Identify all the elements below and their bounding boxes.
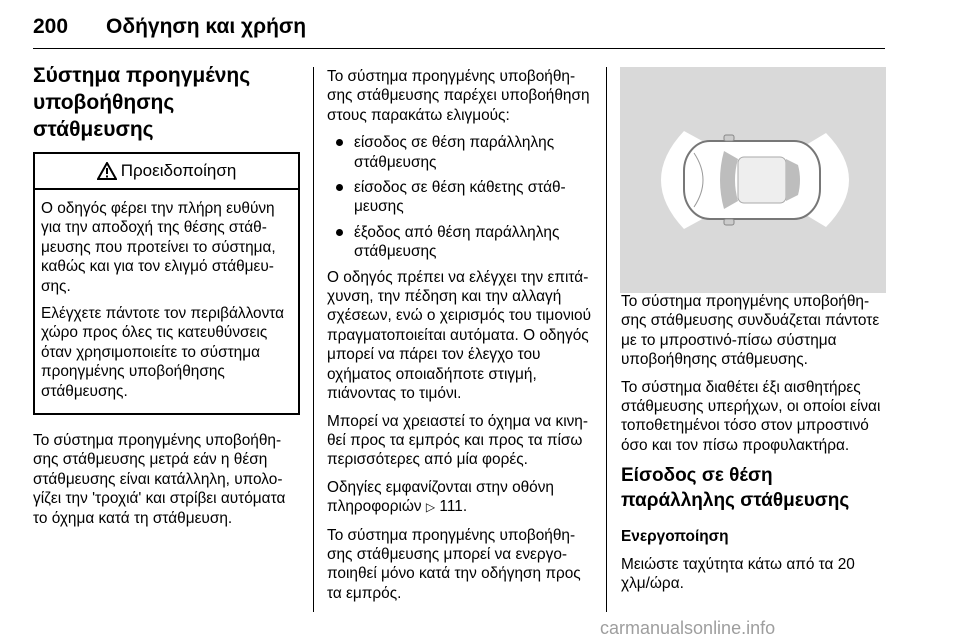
warning-box xyxy=(33,152,300,415)
running-title: Οδήγηση και χρήση xyxy=(106,15,307,38)
body-paragraph: Οδηγίες εμφανίζονται στην οθόνη πληροφοριών ▷ 111. xyxy=(327,478,554,516)
subsection-heading: Είσοδος σε θέση παράλληλης στάθμευσης xyxy=(621,465,850,512)
page-reference-link[interactable]: 111 xyxy=(439,498,463,516)
column-3 xyxy=(621,292,887,601)
warning-body xyxy=(35,190,298,413)
body-paragraph: Το σύστημα διαθέτει έξι αισθητήρες στάθμευσης υπερήχων, οι οποίοι είναι τοποθετημένοι τόσο στον μπροστινό όσο και τον πίσω προφυλακτήρα. xyxy=(621,378,881,454)
column-divider-2 xyxy=(606,67,607,612)
warning-triangle-icon xyxy=(97,162,117,180)
list-item: έξοδος από θέση παράλληλης στάθμευσης xyxy=(327,223,592,262)
page-reference-arrow-icon: ▷ xyxy=(425,500,436,515)
column-divider-1 xyxy=(313,67,314,612)
warning-paragraph: Ελέγχετε πάντοτε τον περιβάλλοντα χώρο προς όλες τις κατευθύνσεις όταν χρησιμοποιείτε το σύστημα προηγμένης υποβοήθησης στάθμευσης. xyxy=(41,305,285,400)
warning-header xyxy=(35,154,298,190)
body-paragraph: Το σύστημα προηγμένης υποβοήθησης στάθμευσης παρέχει υποβοήθηση στους παρακάτω ελιγμούς: xyxy=(327,68,590,124)
sensor-illustration xyxy=(620,67,886,293)
body-paragraph: Ο οδηγός πρέπει να ελέγχει την επιτάχυνση, την πέδηση και την αλλαγή σχέσεων, ενώ ο χειρισμός του τιμονιού πραγματοποιείται αυτόματα. Ο οδηγός μπορεί να πάρει τον έλεγχο του οχήματος οποιαδήποτε στιγμή, πιάνοντας το τιμόνι. xyxy=(327,268,592,403)
body-paragraph: Μειώστε ταχύτητα κάτω από τα 20 χλμ/ώρα. xyxy=(621,555,855,593)
list-item: είσοδος σε θέση κάθετης στάθμευσης xyxy=(327,178,592,217)
body-paragraph: Το σύστημα προηγμένης υποβοήθησης στάθμευσης μπορεί να ενεργοποιηθεί μόνο κατά την οδήγηση προς τα εμπρός. xyxy=(327,526,581,602)
minor-heading: Ενεργοποίηση xyxy=(621,528,729,546)
bullet-icon xyxy=(336,184,343,191)
column-2 xyxy=(327,67,592,611)
car-top-view-icon xyxy=(620,67,886,293)
maneuver-list xyxy=(327,133,592,261)
body-paragraph: Μπορεί να χρειαστεί το όχημα να κινηθεί προς τα εμπρός και προς τα πίσω περισσότερες από μία φορές. xyxy=(327,412,589,469)
bullet-icon xyxy=(336,229,343,236)
body-paragraph: Το σύστημα προηγμένης υποβοήθησης στάθμευσης μετρά εάν η θέση στάθμευσης είναι κατάλληλη, υπολογίζει την 'τροχιά' και στρίβει αυτόματα το όχημα κατά τη στάθμευση. xyxy=(33,432,286,527)
bullet-icon xyxy=(336,139,343,146)
page-number: 200 xyxy=(33,15,69,38)
section-title: Σύστημα προηγμένης υποβοήθησης στάθμευσης xyxy=(33,64,251,141)
page-header xyxy=(0,0,960,46)
header-rule xyxy=(33,48,885,49)
body-paragraph: Το σύστημα προηγμένης υποβοήθησης στάθμευσης συνδυάζεται πάντοτε με το μπροστινό-πίσω σύστημα υποβοήθησης στάθμευσης. xyxy=(621,293,880,369)
watermark: carmanualsonline.info xyxy=(600,618,776,638)
warning-title: Προειδοποίηση xyxy=(120,161,237,181)
column-1 xyxy=(33,62,300,536)
warning-paragraph: Ο οδηγός φέρει την πλήρη ευθύνη για την αποδοχή της θέσης στάθμευσης που προτείνει το σύστημα, καθώς και για τον ελιγμό στάθμευσης. xyxy=(41,200,276,295)
list-item: είσοδος σε θέση παράλληλης στάθμευσης xyxy=(327,133,592,172)
